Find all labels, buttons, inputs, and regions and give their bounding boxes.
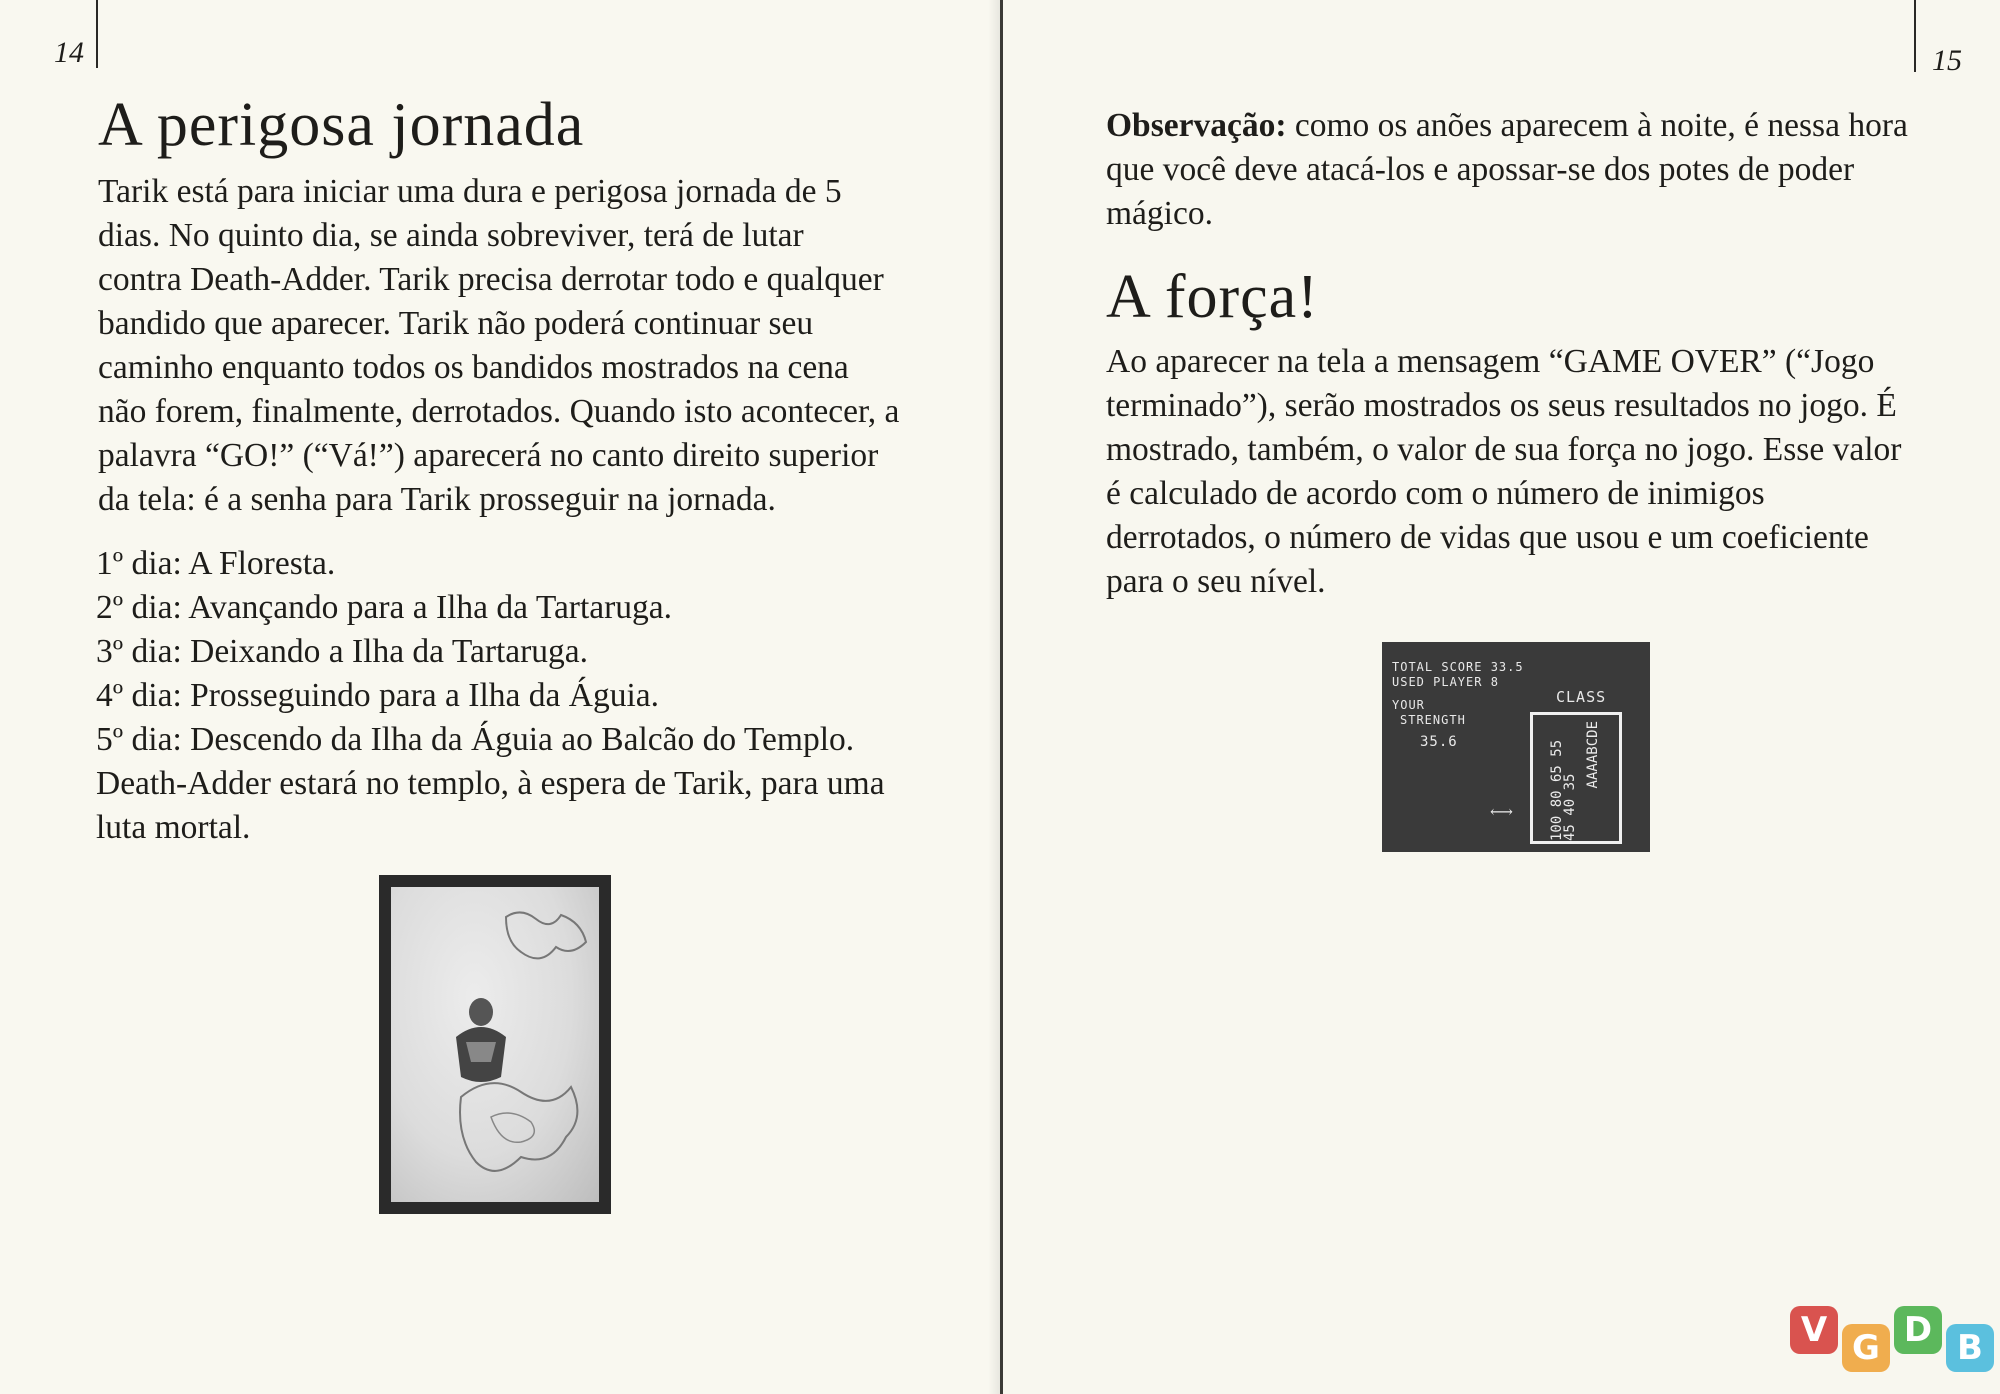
paragraph-line: caminho enquanto todos os bandidos mostrados na cena <box>98 349 849 386</box>
list-item: 3º dia: Deixando a Ilha da Tartaruga. <box>96 633 589 670</box>
paragraph-line: Tarik está para iniciar uma dura e perigosa jornada de 5 <box>98 173 842 210</box>
left-heading: A perigosa jornada <box>98 91 585 159</box>
class-title: CLASS <box>1556 688 1607 706</box>
left-corner-rule <box>96 0 98 68</box>
paragraph-line: que você deve atacá-los e apossar-se dos potes de poder <box>1106 151 1855 188</box>
paragraph-line: Death-Adder estará no templo, à espera de Tarik, para uma <box>96 765 885 802</box>
paragraph-line: luta mortal. <box>96 809 251 846</box>
book-spine <box>1000 0 1003 1394</box>
total-score-text: TOTAL SCORE 33.5 <box>1392 660 1524 674</box>
class-table <box>1530 712 1622 844</box>
list-item: 4º dia: Prosseguindo para a Ilha da Águia. <box>96 677 659 714</box>
coastline-illustration <box>501 907 591 977</box>
used-player-text: USED PLAYER 8 <box>1392 675 1499 689</box>
paragraph-line: para o seu nível. <box>1106 563 1326 600</box>
paragraph-line: dias. No quinto dia, se ainda sobreviver, terá de lutar <box>98 217 804 254</box>
spine-shadow <box>988 0 1000 1394</box>
paragraph-line: palavra “GO!” (“Vá!”) aparecerá no canto direito superior <box>98 437 879 474</box>
left-page-number: 14 <box>54 36 84 69</box>
logo-tile-v: V <box>1790 1306 1838 1354</box>
paragraph-line: é calculado de acordo com o número de inimigos <box>1106 475 1765 512</box>
class-values: 100 80 65 55 45 40 35 <box>1549 739 1578 841</box>
note-paragraph <box>1106 104 1908 236</box>
list-item: 2º dia: Avançando para a Ilha da Tartaruga. <box>96 589 673 626</box>
left-paragraph <box>98 170 899 522</box>
note-label: Observação: <box>1106 107 1287 144</box>
logo-tile-d: D <box>1894 1306 1942 1354</box>
score-screenshot <box>1382 642 1650 852</box>
note-text: como os anões aparecem à noite, é nessa hora <box>1286 107 1908 144</box>
paragraph-line: da tela: é a senha para Tarik prosseguir na jornada. <box>98 481 776 518</box>
island-illustration <box>451 1067 591 1187</box>
paragraph-line: bandido que aparecer. Tarik não poderá continuar seu <box>98 305 814 342</box>
strength-value: 35.6 <box>1420 734 1458 750</box>
paragraph-line: não forem, finalmente, derrotados. Quando isto acontecer, a <box>98 393 900 430</box>
map-image <box>391 887 599 1202</box>
list-item: 5º dia: Descendo da Ilha da Águia ao Balcão do Templo. <box>96 721 855 758</box>
your-text: YOUR <box>1392 698 1425 712</box>
right-heading: A força! <box>1106 263 1319 331</box>
paragraph-line: mágico. <box>1106 195 1213 232</box>
arrow-icon: ⟷ <box>1490 804 1513 821</box>
right-corner-rule <box>1914 0 1916 72</box>
right-paragraph <box>1106 340 1901 604</box>
day-list <box>96 542 885 850</box>
list-item: 1º dia: A Floresta. <box>96 545 336 582</box>
paragraph-line: contra Death-Adder. Tarik precisa derrotar todo e qualquer <box>98 261 884 298</box>
logo-tile-b: B <box>1946 1324 1994 1372</box>
class-ranks: AAAABCDE <box>1585 721 1601 789</box>
right-page-number: 15 <box>1932 44 1962 77</box>
note-line-1 <box>1106 104 1908 148</box>
map-screenshot <box>379 875 611 1214</box>
logo-tile-g: G <box>1842 1324 1890 1372</box>
paragraph-line: Ao aparecer na tela a mensagem “GAME OVER” (“Jogo <box>1106 343 1875 380</box>
paragraph-line: mostrado, também, o valor de sua força no jogo. Esse valor <box>1106 431 1902 468</box>
strength-text: STRENGTH <box>1400 713 1466 727</box>
paragraph-line: derrotados, o número de vidas que usou e um coeficiente <box>1106 519 1869 556</box>
paragraph-line: terminado”), serão mostrados os seus resultados no jogo. É <box>1106 387 1897 424</box>
